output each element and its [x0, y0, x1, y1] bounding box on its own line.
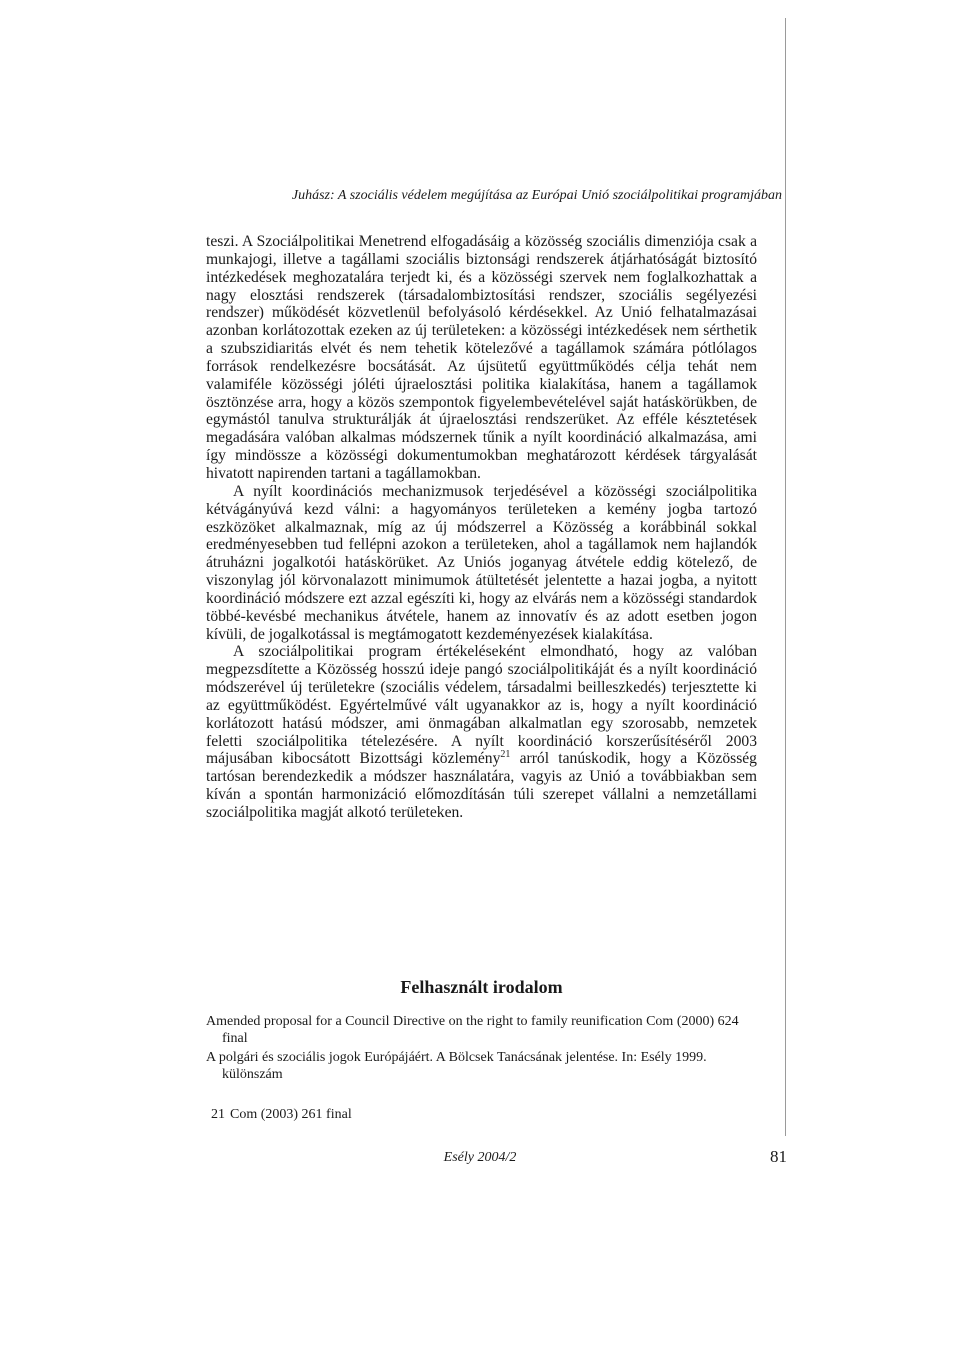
reference-list — [206, 1013, 757, 1083]
running-head: Juhász: A szociális védelem megújítása az Európai Unió szociálpolitikai programjában — [291, 188, 782, 203]
footnote-marker[interactable]: 21 — [500, 749, 511, 761]
body-text — [206, 233, 757, 822]
paragraph-3-text-after-note: arról tanúskodik, hogy a Közösség tartósan berendezkedik a módszer használatára, vagyis az Unió a továbbiakban sem kíván a spontán harmonizáció előmozdításán túli szerepet vállalni a nemzetállami szociálpolitika magját alkotó területeken. — [206, 750, 757, 821]
footnote-number: 21 — [211, 1107, 225, 1122]
page-edge-rule — [785, 18, 786, 1136]
footnote-text: Com (2003) 261 final — [230, 1107, 352, 1122]
reference-item: A polgári és szociális jogok Európájáért. A Bölcsek Tanácsának jelentése. In: Esély 1999. különszám — [206, 1050, 707, 1082]
paragraph-2: A nyílt koordinációs mechanizmusok terjedésével a közösségi szociálpolitika kétvágányúvá kezd válni: a hagyományos területeken a kemény jogba tartozó eszközöket alkalmaznak, míg az új módszerrel a Közösség a korábbinál sokkal eredményesebben tud fellépni azokon a területeken, ahol a tagállamok nem hajlandók átruházni jogalkotói hatáskörüket. Az Uniós joganyag átvétele eddig kötelező, de viszonylag jól körvonalazott minimumok átültetését jelentette a hazai jogba, a nyitott koordináció módszere ezt azzal egészíti ki, hogy az elvárás nem a közösségi standardok többé-kevésbé mechanikus átvétele, hanem az innovatív és az adott esetben jogon kívüli, de jogalkotással is megtámogatott kezdeményezések kialakítása. — [206, 482, 757, 643]
footnote — [211, 1106, 352, 1123]
references-heading: Felhasznált irodalom — [400, 977, 563, 997]
page-number: 81 — [770, 1147, 787, 1166]
reference-item: Amended proposal for a Council Directive on the right to family reunification Com (2000) 624 final — [206, 1014, 739, 1046]
paragraph-3-text-before-note: A szociálpolitikai program értékeléseként elmondható, hogy az valóban megpezsdítette a Közösség hosszú ideje pangó szociálpolitikáját és a nyílt koordináció módszerével új területekre (szociális védelem, társadalmi beilleszkedés) terjesztette ki az együttműködést. Egyértelművé vált ugyanakkor az is, hogy a nyílt koordináció korlátozott hatású módszer, ami önmagában alkalmatlan egy szorosabb, nemzetek feletti szociálpolitika tételezésére. A nyílt koordináció korszerűsítéséről 2003 májusában kibocsátott Bizottsági közlemény — [206, 643, 757, 768]
paragraph-1: teszi. A Szociálpolitikai Menetrend elfogadásáig a közösség szociális dimenziója csak a munkajogi, illetve a tagállami szociális biztonsági rendszerek átjárhatóságát biztosító intézkedések meghozatalára terjedt ki, és a közösségi szervek nem foglalkozhattak a nagy elosztási rendszerek (társadalombiztosítási rendszer, szociális segélyezési rendszer) működését közvetlenül befolyásoló kérdésekkel. Az Unió felhatalmazásai azonban korlátozottak ezeken az új területeken: a közösségi intézkedések nem sérthetik a szubszidiaritás elvét és nem tehetik kötelezővé a tagállamok számára pótlólagos források rendelkezésre bocsátását. Az újsütetű együttműködés célja tehát nem valamiféle közösségi jóléti újraelosztási politika kialakítása, hanem a tagállamok ösztönzése arra, hogy a közös szempontok figyelembevételével saját hatáskörükben, de egymástól tanulva strukturálják át újraelosztási rendszerüket. Az efféle késztetések megadására valóban alkalmas módszernek tűnik a nyílt koordináció alkalmazása, ami így mindössze a közösségi dokumentumokban meghatározott kérdések tárgyalását hivatott napirenden tartani a tagállamokban. — [206, 233, 757, 482]
journal-footer: Esély 2004/2 — [443, 1150, 517, 1165]
paragraph-3 — [206, 643, 757, 821]
